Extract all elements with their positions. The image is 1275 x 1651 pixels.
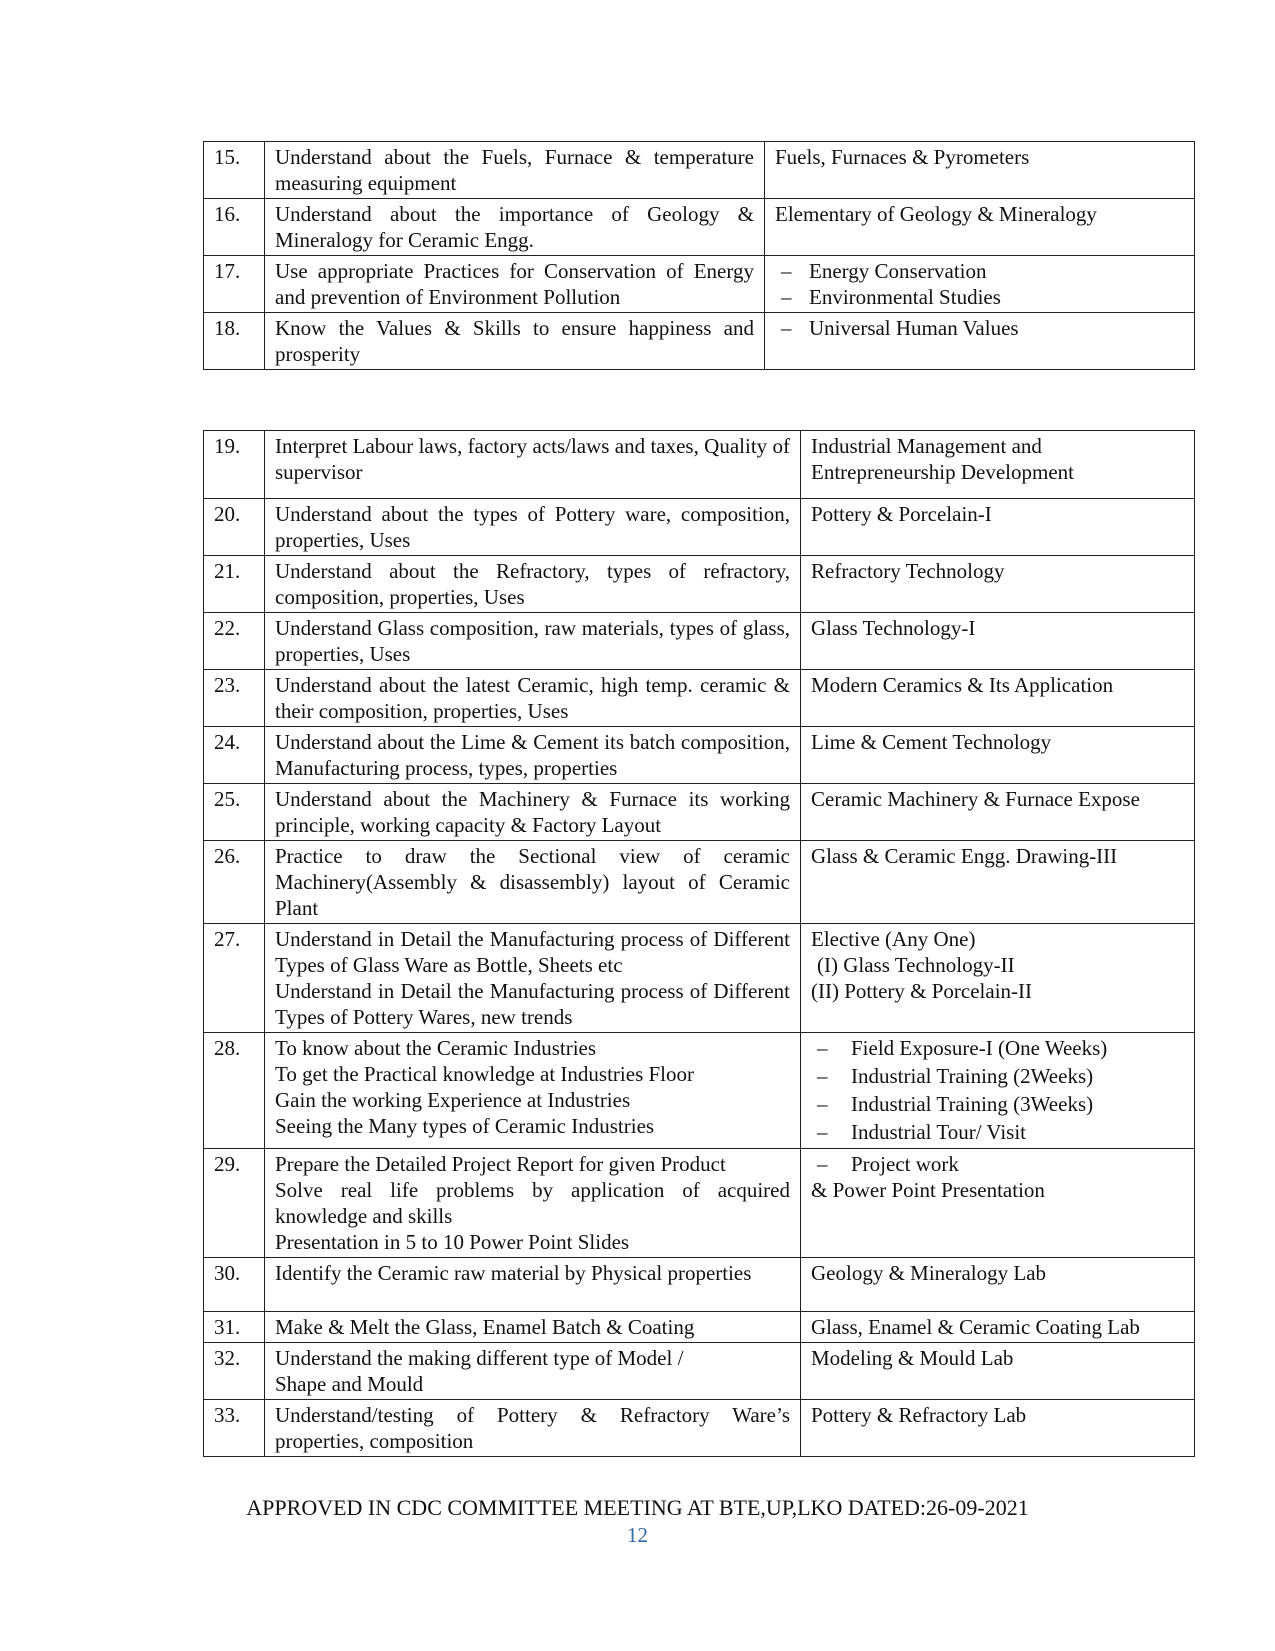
subject-name: Ceramic Machinery & Furnace Expose: [801, 784, 1195, 841]
table-row: [204, 670, 1195, 727]
table-row: [204, 142, 1195, 199]
outcome-description: Prepare the Detailed Project Report for given Product Solve real life problems by application of acquired knowledge and skills Presentation in 5 to 10 Power Point Slides: [265, 1149, 801, 1258]
row-number: 18.: [204, 313, 265, 370]
row-number: 23.: [204, 670, 265, 727]
subject-name: Modern Ceramics & Its Application: [801, 670, 1195, 727]
table-row: [204, 1312, 1195, 1343]
subject-name: Lime & Cement Technology: [801, 727, 1195, 784]
outcome-description: Know the Values & Skills to ensure happiness and prosperity: [265, 313, 765, 370]
row-number: 29.: [204, 1149, 265, 1258]
outcome-description: Understand about the Fuels, Furnace & temperature measuring equipment: [265, 142, 765, 199]
table-row: [204, 313, 1195, 370]
row-number: 21.: [204, 556, 265, 613]
table-row: [204, 841, 1195, 924]
subject-name: Geology & Mineralogy Lab: [801, 1258, 1195, 1312]
list-item: (II) Pottery & Porcelain-II: [811, 979, 1033, 1003]
list-item: & Power Point Presentation: [811, 1178, 1045, 1202]
subject-name: Pottery & Refractory Lab: [801, 1400, 1195, 1457]
outcome-description: Understand about the Lime & Cement its batch composition, Manufacturing process, types, properties: [265, 727, 801, 784]
table-row: [204, 924, 1195, 1033]
row-number: 30.: [204, 1258, 265, 1312]
subject-name: Industrial Management and Entrepreneurship Development: [801, 431, 1195, 499]
outcome-description: Use appropriate Practices for Conservation of Energy and prevention of Environment Pollution: [265, 256, 765, 313]
subject-name: Glass & Ceramic Engg. Drawing-III: [801, 841, 1195, 924]
subject-name: Glass, Enamel & Ceramic Coating Lab: [801, 1312, 1195, 1343]
approval-footer: APPROVED IN CDC COMMITTEE MEETING AT BTE,UP,LKO DATED:26-09-2021: [246, 1495, 1029, 1520]
table-row: [204, 1258, 1195, 1312]
table-row: [204, 784, 1195, 841]
table-row: [204, 431, 1195, 499]
row-number: 33.: [204, 1400, 265, 1457]
row-number: 28.: [204, 1033, 265, 1149]
outcome-description: Understand Glass composition, raw materials, types of glass, properties, Uses: [265, 613, 801, 670]
list-item: (I) Glass Technology-II: [817, 953, 1015, 977]
table-row: [204, 1343, 1195, 1400]
page-number: 12: [627, 1523, 648, 1547]
row-number: 25.: [204, 784, 265, 841]
outcome-description: Practice to draw the Sectional view of ceramic Machinery(Assembly & disassembly) layout of Ceramic Plant: [265, 841, 801, 924]
table-row: [204, 727, 1195, 784]
row-number: 24.: [204, 727, 265, 784]
outcome-description: Identify the Ceramic raw material by Physical properties: [265, 1258, 801, 1312]
list-item: – Field Exposure-I (One Weeks): [817, 1036, 1108, 1060]
outcome-description: Understand about the Machinery & Furnace its working principle, working capacity & Factory Layout: [265, 784, 801, 841]
list-item: – Environmental Studies: [781, 285, 1001, 309]
table-row: [204, 556, 1195, 613]
list-item: – Industrial Training (2Weeks): [817, 1064, 1094, 1088]
subject-name: Modeling & Mould Lab: [801, 1343, 1195, 1400]
table-row: [204, 613, 1195, 670]
outcome-description: Understand about the latest Ceramic, high temp. ceramic & their composition, properties, Uses: [265, 670, 801, 727]
list-item: – Project work: [817, 1152, 959, 1176]
row-number: 19.: [204, 431, 265, 499]
table-row: [204, 1033, 1195, 1149]
outcome-description: Understand the making different type of Model / Shape and Mould: [265, 1343, 801, 1400]
outcome-description: Make & Melt the Glass, Enamel Batch & Coating: [265, 1312, 801, 1343]
row-number: 27.: [204, 924, 265, 1033]
table-row: [204, 199, 1195, 256]
outcome-description: Understand in Detail the Manufacturing process of Different Types of Glass Ware as Bottle, Sheets etc Understand in Detail the Manufacturing process of Different Types of Pottery Wares, new trends: [265, 924, 801, 1033]
row-number: 20.: [204, 499, 265, 556]
outcome-description: Understand about the Refractory, types of refractory, composition, properties, Uses: [265, 556, 801, 613]
outcome-description: Understand about the importance of Geology & Mineralogy for Ceramic Engg.: [265, 199, 765, 256]
subject-name: Elementary of Geology & Mineralogy: [765, 199, 1195, 256]
list-item: – Energy Conservation: [781, 259, 987, 283]
row-number: 15.: [204, 142, 265, 199]
table-row: [204, 499, 1195, 556]
outcomes-table-part-2: [203, 430, 1195, 1457]
row-number: 22.: [204, 613, 265, 670]
table-row: [204, 256, 1195, 313]
subject-list: [765, 313, 1195, 370]
list-item: – Universal Human Values: [781, 316, 1019, 340]
row-number: 17.: [204, 256, 265, 313]
subject-elective: Elective (Any One) (I) Glass Technology-II (II) Pottery & Porcelain-II: [801, 924, 1195, 1033]
table-row: [204, 1400, 1195, 1457]
table-row: [204, 1149, 1195, 1258]
subject-list: [801, 1033, 1195, 1149]
subject-list: [765, 256, 1195, 313]
subject-name: Fuels, Furnaces & Pyrometers: [765, 142, 1195, 199]
row-number: 26.: [204, 841, 265, 924]
outcomes-table-part-1: [203, 141, 1195, 370]
list-item: – Industrial Training (3Weeks): [817, 1092, 1094, 1116]
outcome-description: To know about the Ceramic Industries To get the Practical knowledge at Industries Floor Gain the working Experience at Industries Seeing the Many types of Ceramic Industries: [265, 1033, 801, 1149]
outcome-description: Interpret Labour laws, factory acts/laws and taxes, Quality of supervisor: [265, 431, 801, 499]
row-number: 16.: [204, 199, 265, 256]
subject-list: [801, 1149, 1195, 1258]
outcome-description: Understand about the types of Pottery ware, composition, properties, Uses: [265, 499, 801, 556]
subject-name: Glass Technology-I: [801, 613, 1195, 670]
subject-name: Refractory Technology: [801, 556, 1195, 613]
row-number: 31.: [204, 1312, 265, 1343]
outcome-description: Understand/testing of Pottery & Refractory Ware’s properties, composition: [265, 1400, 801, 1457]
subject-name: Pottery & Porcelain-I: [801, 499, 1195, 556]
list-item: – Industrial Tour/ Visit: [817, 1120, 1026, 1144]
row-number: 32.: [204, 1343, 265, 1400]
